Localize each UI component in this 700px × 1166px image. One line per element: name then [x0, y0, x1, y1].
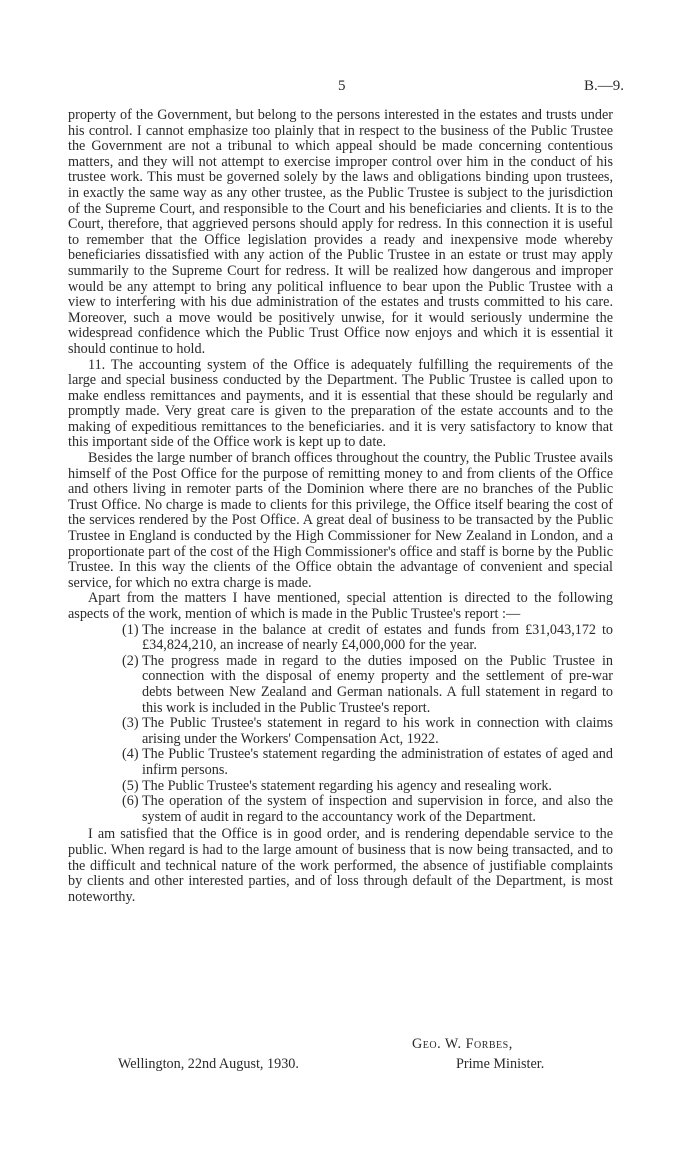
paragraph-aspects-intro: Apart from the matters I have mentioned, special attention is directed to the following aspects of the work, mention of which is made in the Public Trustee's report :—	[68, 590, 613, 622]
paragraph-branch-offices: Besides the large number of branch offices throughout the country, the Public Trustee avails himself of the Post Office for the purpose of remitting money to and from clients of the Office and others living in remoter parts of the Dominion where there are no branches of the Public Trust Office. No charge is made to clients for this privilege, the Office itself bearing the cost of the services rendered by the Post Office. A great deal of business to be transacted by the Public Trustee in England is conducted by the High Commissioner for New Zealand in London, and a proportionate part of the cost of the High Commissioner's office and staff is borne by the Public Trustee. In this way the clients of the Office obtain the advantage of convenient and special service, for which no extra charge is made.	[68, 450, 613, 591]
list-item-text: The operation of the system of inspection and supervision in force, and also the system of audit in regard to the accountancy work of the Department.	[142, 793, 613, 825]
list-item-text: The progress made in regard to the duties imposed on the Public Trustee in connection with the disposal of enemy property and the settlement of pre-war debts between New Zealand and German nationals. A full statement in regard to this work is included in the Public Trustee's report.	[142, 652, 613, 716]
signatory-name: Geo. W. Forbes,	[412, 1036, 513, 1052]
place-and-date: Wellington, 22nd August, 1930.	[118, 1056, 299, 1072]
page-header	[0, 78, 700, 98]
list-item	[122, 654, 613, 716]
page-number: 5	[338, 78, 346, 94]
list-item	[122, 779, 613, 795]
list-item	[122, 747, 613, 778]
list-item-number: (6)	[122, 793, 139, 810]
list-item-text: The Public Trustee's statement in regard to his work in connection with claims arising under the Workers' Compensation Act, 1922.	[142, 715, 613, 747]
signatory-title: Prime Minister.	[456, 1056, 545, 1072]
list-item-number: (3)	[122, 715, 139, 732]
aspects-list	[68, 623, 613, 826]
list-item-number: (1)	[122, 621, 139, 638]
list-item	[122, 794, 613, 825]
list-item	[122, 716, 613, 747]
document-reference: B.—9.	[583, 78, 624, 94]
list-item-text: The Public Trustee's statement regarding the administration of estates of aged and infirm persons.	[142, 746, 613, 778]
paragraph-11: 11. The accounting system of the Office is adequately fulfilling the requirements of the large and special business conducted by the Department. The Public Trustee is called upon to make endless remittances and payments, and it is essential that these should be regularly and promptly made. Very great care is given to the preparation of the estate accounts and to the making of expeditious remittances to the beneficiaries. and it is very satisfactory to know that this important side of the Office work is kept up to date.	[68, 356, 613, 451]
list-item-number: (4)	[122, 746, 139, 763]
list-item-text: The increase in the balance at credit of estates and funds from £31,043,172 to £34,824,210, an increase of nearly £4,000,000 for the year.	[142, 621, 613, 654]
paragraph-closing: I am satisfied that the Office is in good order, and is rendering dependable service to the public. When regard is had to the large amount of business that is now being transacted, and to the difficult and technical nature of the work performed, the absence of justifiable complaints by clients and other interested parties, and of loss through default of the Department, is most noteworthy.	[68, 826, 613, 905]
list-item	[122, 623, 613, 654]
signature-block	[0, 1036, 700, 1076]
list-item-number: (5)	[122, 777, 139, 794]
document-body	[68, 108, 613, 905]
list-item-text: The Public Trustee's statement regarding his agency and resealing work.	[142, 777, 552, 794]
paragraph-1: property of the Government, but belong to the persons interested in the estates and trusts under his control. I cannot emphasize too plainly that in respect to the business of the Public Trustee the Government are not a tribunal to which appeal should be made concerning contentious matters, and they will not attempt to exercise improper control over him in the conduct of his trustee work. This must be governed solely by the laws and obligations binding upon trustees, in exactly the same way as any other trustee, as the Public Trustee is subject to the jurisdiction of the Supreme Court, and responsible to the Court and his beneficiaries and clients. It is to the Court, therefore, that aggrieved persons should apply for redress. In this connection it is useful to remember that the Office legislation provides a ready and inexpensive mode whereby beneficiaries dissatisfied with any action of the Public Trustee in an estate or trust may apply summarily to the Supreme Court for redress. It will be realized how dangerous and improper would be any attempt to bring any political influence to bear upon the Public Trustee with a view to interfering with his due administration of the estates and trusts committed to his care. Moreover, such a move would be positively unwise, for it would seriously undermine the widespread confidence which the Public Trust Office now enjoys and which it is essential it should continue to hold.	[68, 107, 613, 357]
list-item-number: (2)	[122, 652, 139, 669]
